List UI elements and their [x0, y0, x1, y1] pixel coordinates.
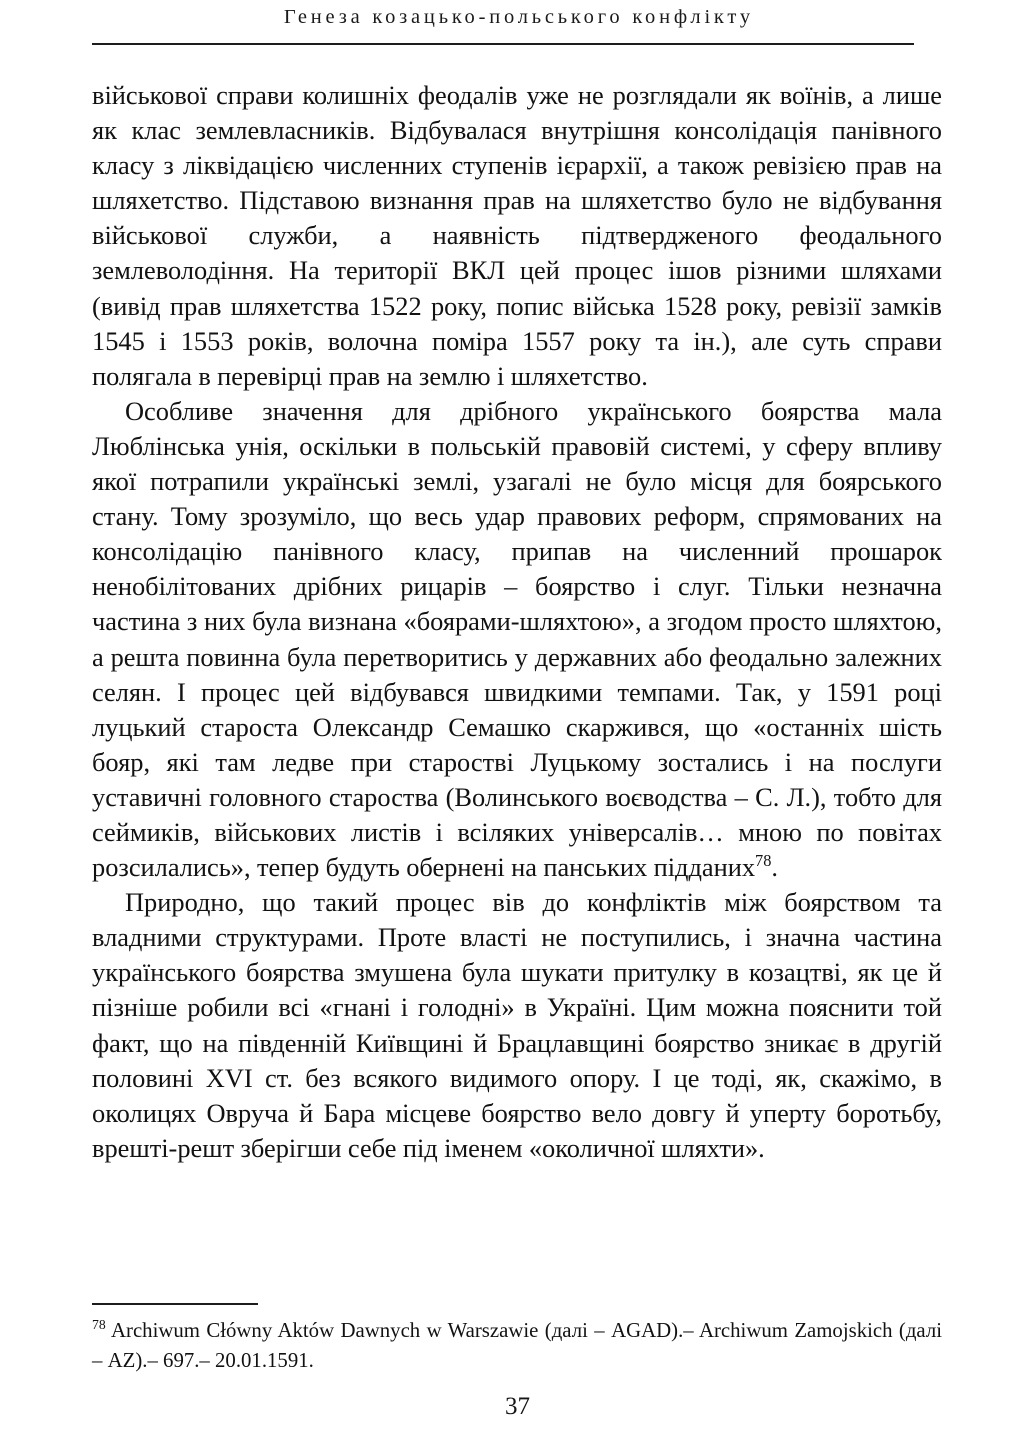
page-number: 37 [505, 1393, 530, 1420]
paragraph-2-text: Особливе значення для дрібного українського боярства мала Люблінська унія, оскільки в польській правовій системі, у сферу впливу якої потрапили українські землі, узагалі не було місця для боярського стану. Тому зрозуміло, що весь удар правових реформ, спрямованих на консолідацію панівного класу, припав на численний прошарок ненобілітованих дрібних рицарів – боярство і слуг. Тільки незначна частина з них була визнана «боярами-шляхтою», а згодом просто шляхтою, а решта повинна була перетворитись у державних або феодально залежних селян. І процес цей відбувався швидкими темпами. Так, у 1591 році луцький староста Олександр Семашко скаржився, що «останніх шість бояр, які там ледве при старостві Луцькому зостались і на послуги уставичні головного староства (Волинського воєводства – С. Л.), тобто для сеймиків, військових листів і всіляких універсалів… мною по повітах розсилались», тепер будуть обернені на панських підданих [92, 395, 942, 883]
footnote-reference-78[interactable]: 78 [755, 851, 772, 871]
running-head: Генеза козацько-польського конфлікту [283, 6, 754, 28]
paragraph-3: Природно, що такий процес вів до конфліктів між боярством та владними структурами. Проте власті не поступились, і значна частина українського боярства змушена була шукати притулку в козацтві, як це й пізніше робили всі «гнані і голодні» в Україні. Цим можна пояснити той факт, що на південній Київщині й Брацлавщині боярство зникає в другій половині XVI ст. без всякого видимого опору. І це тоді, як, скажімо, в околицях Овруча й Бара місцеве боярство вело довгу й уперту боротьбу, врешті-решт зберігши себе під іменем «околичної шляхти». [92, 887, 942, 1163]
footnote-number: 78 [92, 1317, 106, 1333]
paragraph-2 [92, 394, 942, 885]
paragraph-1: військової справи колишніх феодалів уже не розглядали як воїнів, а лише як клас землевласників. Відбувалася внутрішня консолідація панівного класу з ліквідацією численних ступенів ієрархії, а також ревізією прав на шляхетство. Підставою визнання прав на шляхетство було не відбування військової служби, а наявність підтвердженого феодального землеволодіння. На території ВКЛ цей процес ішов різними шляхами (вивід прав шляхетства 1522 року, попис війська 1528 року, ревізії замків 1545 і 1553 років, волочна поміра 1557 року та ін.), але суть справи полягала в перевірці прав на землю і шляхетство. [92, 80, 942, 391]
footnote-separator-rule [92, 1303, 258, 1305]
paragraph-2-text-tail: . [771, 852, 779, 883]
header-divider-rule [92, 43, 914, 45]
footnote-text: Archiwum Cłówny Aktów Dawnych w Warszawie (далі – AGAD).– Archiwum Zamojskich (далі – AZ).– 697.– 20.01.1591. [92, 1319, 943, 1372]
footnote-entry [92, 1316, 942, 1376]
body-text-block [92, 78, 942, 1166]
